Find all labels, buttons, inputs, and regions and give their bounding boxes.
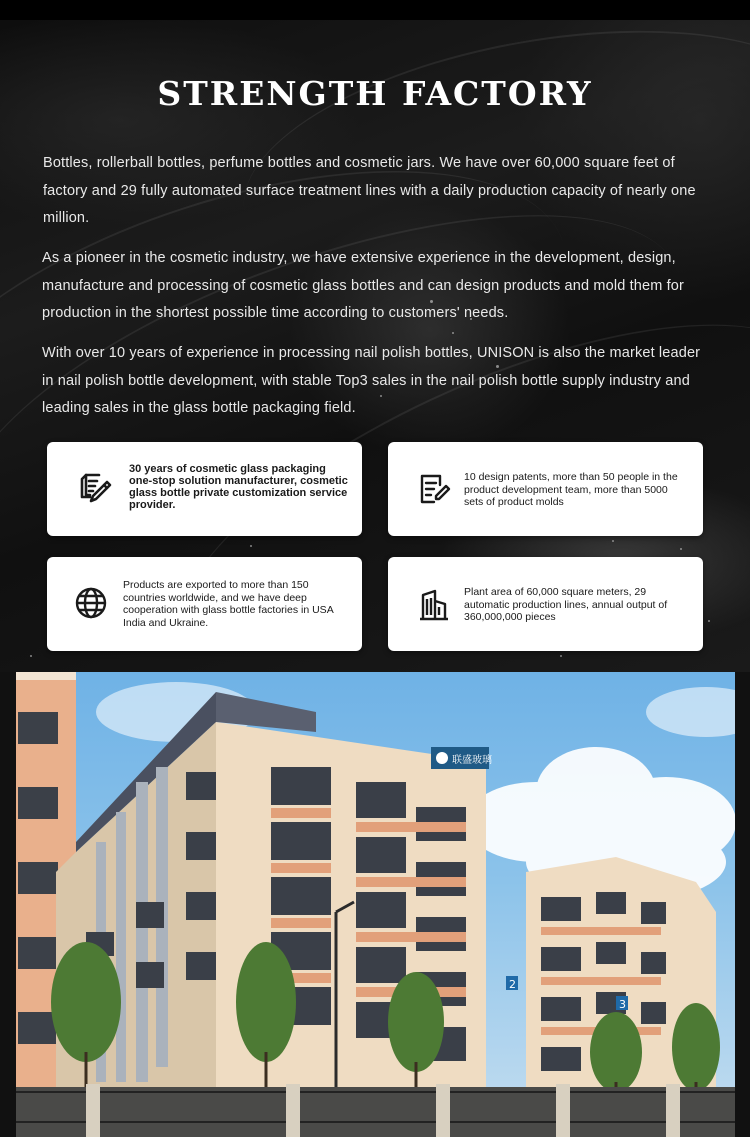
sparkle [708, 620, 710, 622]
feature-card-plant [388, 557, 703, 651]
feature-card-patents [388, 442, 703, 536]
page-title: STRENGTH FACTORY [157, 74, 593, 113]
feature-card-experience [47, 442, 362, 536]
sparkle [612, 540, 614, 542]
intro-paragraph-2: As a pioneer in the cosmetic industry, we have extensive experience in the development, design, manufacture and processing of cosmetic glass bottles and can design products and mold them for production in the shortest possible time according to customers' needs. [42, 250, 684, 321]
feature-card-text: 10 design patents, more than 50 people in the product development team, more than 5000 sets of product molds [464, 471, 678, 508]
factory-photo [16, 672, 735, 1137]
intro-paragraph-1: Bottles, rollerball bottles, perfume bottles and cosmetic jars. We have over 60,000 square feet of factory and 29 fully automated surface treatment lines with a daily production capacity of nearly one million. [43, 155, 696, 226]
building-number-2: 2 [509, 978, 516, 991]
feature-card-text: Plant area of 60,000 square meters, 29 automatic production lines, annual output of 360,000,000 pieces [464, 586, 668, 623]
sparkle [680, 548, 682, 550]
feature-card-text: 30 years of cosmetic glass packaging one-stop solution manufacturer, cosmetic glass bottle private customization service provider. [129, 463, 348, 511]
feature-card-text: Products are exported to more than 150 countries worldwide, and we have deep cooperation with glass bottle factories in USA India and Ukraine. [123, 579, 334, 629]
sparkle [560, 655, 562, 657]
building-icon [416, 587, 452, 623]
sparkle [250, 545, 252, 547]
pen-edit-icon [77, 470, 113, 506]
document-edit-icon [416, 471, 452, 507]
intro-paragraph-3: With over 10 years of experience in processing nail polish bottles, UNISON is also the market leader in nail polish bottle development, with stable Top3 sales in the nail polish bottle supply industry and leading sales in the glass bottle packaging field. [42, 345, 701, 416]
building-number-3: 3 [619, 998, 626, 1011]
globe-icon [73, 585, 109, 621]
sparkle [452, 332, 454, 334]
top-strip [0, 0, 750, 20]
feature-card-export [47, 557, 362, 651]
sparkle [30, 655, 32, 657]
factory-sign: 联盛玻璃 [452, 755, 492, 766]
